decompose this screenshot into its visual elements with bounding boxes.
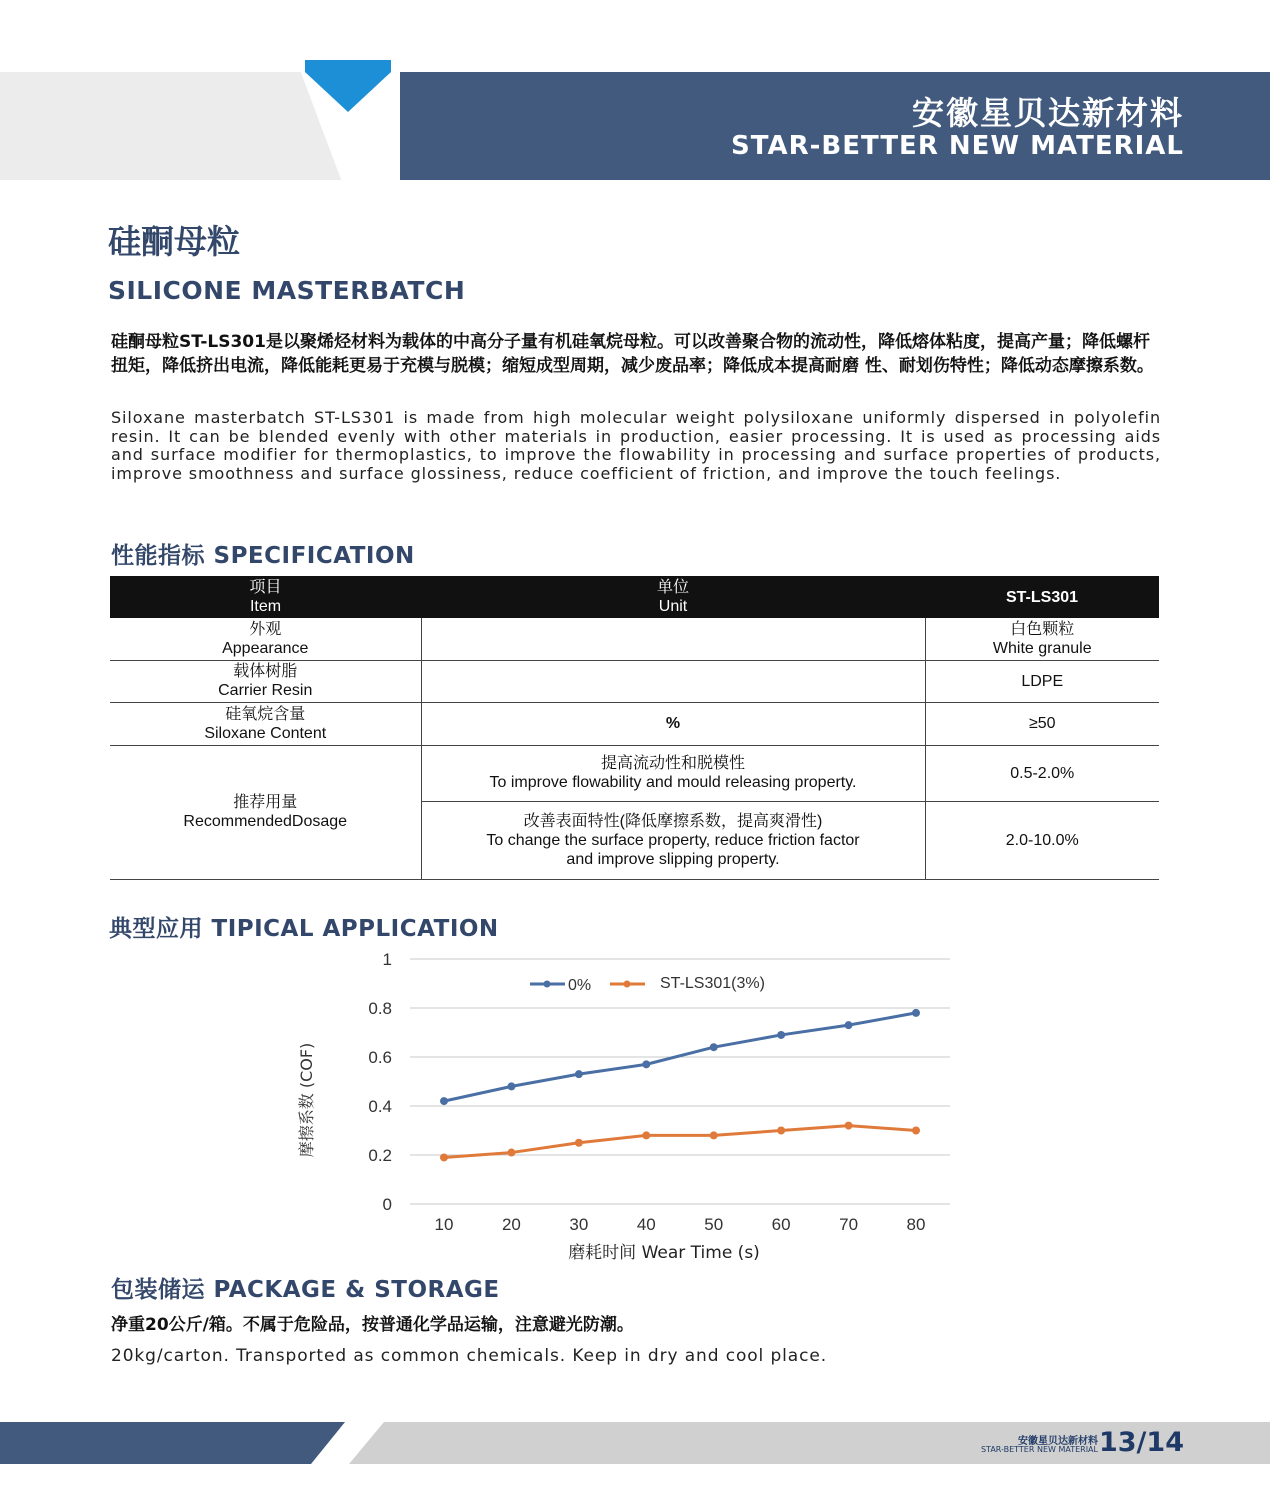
dosage-item-cell bbox=[110, 745, 421, 879]
data-point-1-2 bbox=[575, 1139, 583, 1147]
data-point-1-3 bbox=[642, 1131, 650, 1139]
chart-legend bbox=[530, 975, 765, 994]
legend-label-1: ST-LS301(3%) bbox=[660, 975, 765, 992]
data-point-1-5 bbox=[777, 1127, 785, 1135]
item-cn: 硅氧烷含量 bbox=[225, 705, 306, 723]
data-point-1-6 bbox=[845, 1122, 853, 1130]
header-item-en: Item bbox=[249, 598, 282, 615]
data-point-0-0 bbox=[440, 1097, 448, 1105]
package-text-cn: 净重20公斤/箱。不属于危险品，按普通化学品运输，注意避光防潮。 bbox=[111, 1315, 634, 1335]
chart-x-label: 磨耗时间 Wear Time (s) bbox=[568, 1243, 760, 1263]
header-company-en: STAR-BETTER NEW MATERIAL bbox=[731, 131, 1184, 161]
dosage-use-en-line1: To change the surface property, reduce friction factor bbox=[486, 831, 860, 849]
x-tick-label: 60 bbox=[771, 1215, 791, 1234]
value-cell: ≥50 bbox=[925, 702, 1159, 745]
dosage-use-cell bbox=[421, 745, 925, 801]
y-tick-label: 0.6 bbox=[368, 1048, 392, 1067]
data-point-0-7 bbox=[912, 1009, 920, 1017]
chart-y-ticks bbox=[368, 950, 392, 1214]
chart-series bbox=[440, 1009, 920, 1162]
legend-marker-0 bbox=[544, 981, 551, 988]
page-number: 13/14 bbox=[1098, 1427, 1184, 1458]
y-tick-label: 0.2 bbox=[368, 1146, 392, 1165]
dosage-use-cn: 提高流动性和脱模性 bbox=[600, 755, 745, 772]
dosage-use-en-line2: and improve slipping property. bbox=[566, 850, 780, 868]
x-tick-label: 10 bbox=[434, 1215, 454, 1234]
data-point-0-5 bbox=[777, 1031, 785, 1039]
item-cn: 外观 bbox=[249, 620, 282, 638]
data-point-1-4 bbox=[710, 1131, 718, 1139]
legend-label-0: 0% bbox=[568, 977, 592, 994]
data-point-0-2 bbox=[575, 1070, 583, 1078]
item-en: Carrier Resin bbox=[218, 682, 313, 699]
unit-cell bbox=[421, 660, 925, 702]
table-row bbox=[110, 618, 1159, 660]
unit-cell bbox=[421, 618, 925, 660]
y-tick-label: 1 bbox=[382, 950, 392, 969]
footer-company-cn: 安徽星贝达新材料 bbox=[1018, 1436, 1098, 1447]
data-point-1-1 bbox=[507, 1149, 515, 1157]
x-tick-label: 80 bbox=[906, 1215, 926, 1234]
value-en: White granule bbox=[992, 639, 1092, 657]
x-tick-label: 30 bbox=[569, 1215, 589, 1234]
header-item bbox=[110, 576, 421, 618]
chart-y-label: 摩擦系数 (COF) bbox=[297, 1042, 316, 1158]
table-row bbox=[110, 745, 1159, 801]
data-point-0-6 bbox=[845, 1021, 853, 1029]
value-cell: LDPE bbox=[925, 660, 1159, 702]
unit-cell: % bbox=[421, 702, 925, 745]
header-chevron-decoration bbox=[300, 60, 400, 190]
item-en: Appearance bbox=[222, 639, 309, 657]
header-company-cn: 安徽星贝达新材料 bbox=[911, 94, 1184, 132]
data-point-1-7 bbox=[912, 1127, 920, 1135]
package-section-title: 包装储运 PACKAGE & STORAGE bbox=[111, 1277, 500, 1303]
dosage-use-cn: 改善表面特性(降低摩擦系数，提高爽滑性) bbox=[523, 812, 823, 830]
dosage-value-cell: 0.5-2.0% bbox=[925, 745, 1159, 801]
spec-section-title: 性能指标 SPECIFICATION bbox=[111, 543, 415, 569]
x-tick-label: 70 bbox=[839, 1215, 859, 1234]
header-product: ST-LS301 bbox=[925, 576, 1159, 618]
item-cn: 载体树脂 bbox=[233, 663, 298, 680]
header-item-cn: 项目 bbox=[249, 579, 282, 596]
footer-company-en: STAR-BETTER NEW MATERIAL bbox=[980, 1445, 1098, 1454]
chart-x-ticks bbox=[435, 1215, 926, 1234]
table-row bbox=[110, 660, 1159, 702]
data-point-0-1 bbox=[507, 1082, 515, 1090]
spec-table-header bbox=[110, 576, 1159, 618]
y-tick-label: 0.8 bbox=[368, 999, 392, 1018]
x-tick-label: 50 bbox=[704, 1215, 724, 1234]
intro-text-en: Siloxane masterbatch ST-LS301 is made from high molecular weight polysiloxane uniformly dispersed in polyolefin resin. It can be blended evenly with other materials in production, easier processing. It is used as processing aids and surface modifier for thermoplastics, to improve the flowability in processing and surface properties of products, improve smoothness and surface glossiness, reduce coefficient of friction, and improve the touch feelings. bbox=[111, 408, 1161, 483]
chart-gridlines bbox=[410, 959, 950, 1204]
x-tick-label: 20 bbox=[501, 1215, 521, 1234]
item-en: Siloxane Content bbox=[204, 724, 327, 742]
dosage-value-cell: 2.0-10.0% bbox=[925, 801, 1159, 879]
dosage-use-en: To improve flowability and mould releasing property. bbox=[489, 774, 857, 791]
page-title-cn: 硅酮母粒 bbox=[108, 222, 240, 261]
header-unit-en: Unit bbox=[658, 598, 688, 615]
y-tick-label: 0 bbox=[382, 1195, 392, 1214]
data-point-0-3 bbox=[642, 1060, 650, 1068]
data-point-0-4 bbox=[710, 1043, 718, 1051]
table-row bbox=[110, 702, 1159, 745]
x-tick-label: 40 bbox=[636, 1215, 656, 1234]
dosage-use-cell bbox=[421, 801, 925, 879]
value-cn: 白色颗粒 bbox=[1010, 620, 1075, 638]
intro-text-cn: 硅酮母粒ST-LS301是以聚烯烃材料为载体的中高分子量有机硅氧烷母粒。可以改善聚合物的流动性，降低熔体粘度，提高产量；降低螺杆扭矩，降低挤出电流，降低能耗更易于充模与脱模；缩短成型周期，减少废品率；降低成本提高耐磨 性、耐划伤特性；降低动态摩擦系数。 bbox=[111, 332, 1154, 376]
cof-line-chart bbox=[290, 940, 970, 1270]
header-grey-band bbox=[0, 72, 345, 180]
header-unit bbox=[421, 576, 925, 618]
y-tick-label: 0.4 bbox=[368, 1097, 392, 1116]
legend-marker-1 bbox=[624, 981, 631, 988]
spec-table bbox=[110, 576, 1159, 880]
data-point-1-0 bbox=[440, 1153, 448, 1161]
package-text-en: 20kg/carton. Transported as common chemicals. Keep in dry and cool place. bbox=[111, 1346, 828, 1366]
header-unit-cn: 单位 bbox=[656, 579, 689, 596]
page-title-en: SILICONE MASTERBATCH bbox=[108, 276, 466, 305]
dosage-item-en: RecommendedDosage bbox=[183, 813, 348, 830]
dosage-item-cn: 推荐用量 bbox=[233, 794, 298, 811]
application-section-title: 典型应用 TIPICAL APPLICATION bbox=[109, 916, 499, 942]
